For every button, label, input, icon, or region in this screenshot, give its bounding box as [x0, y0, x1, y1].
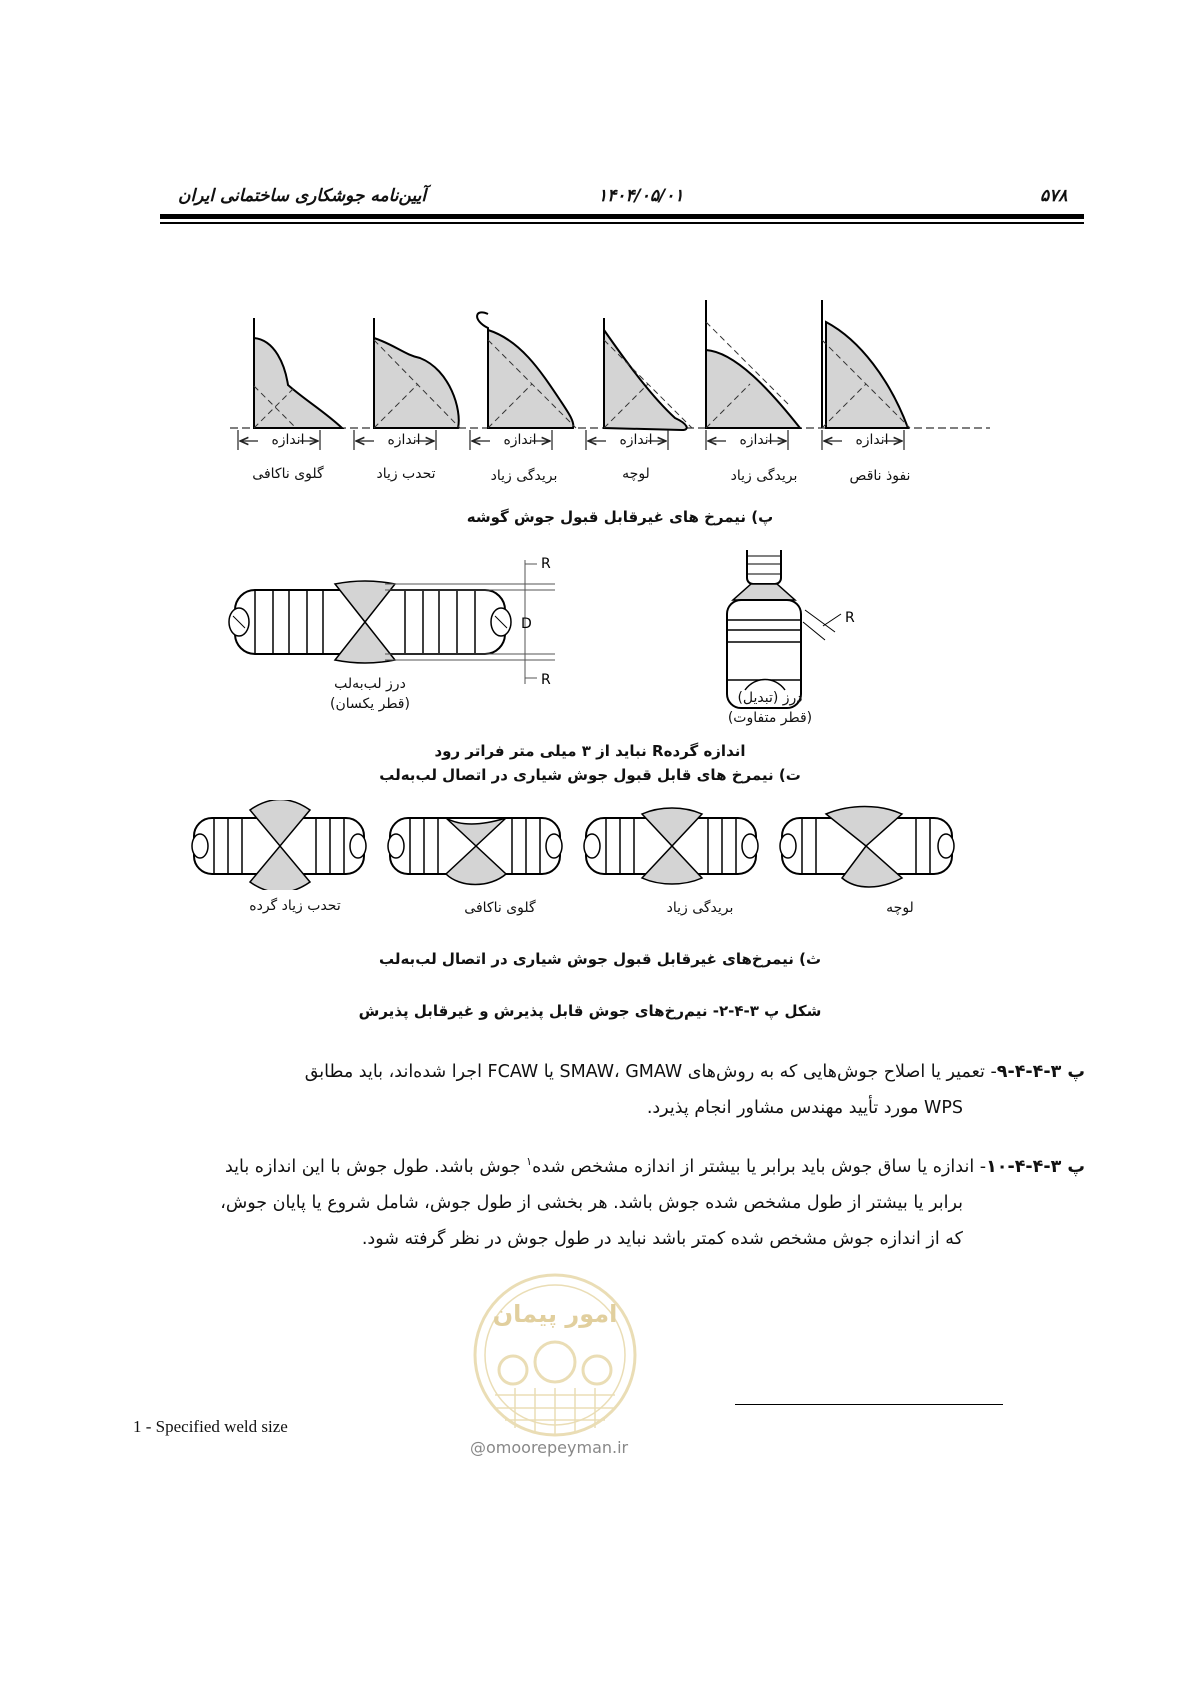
- dimension-label: اندازه: [619, 432, 653, 448]
- groove-underfill-profile-icon: [388, 818, 562, 885]
- paragraph-text: - تعمیر یا اصلاح جوش‌هایی که به روش‌های SMAW، GMAW یا FCAW اجرا شده‌اند، باید مطابق: [304, 1062, 997, 1082]
- r-label-transition: R: [845, 610, 855, 626]
- paragraph-number: پ ۳-۴-۴-۱۰: [986, 1156, 1085, 1177]
- header-title: آیین‌نامه جوشکاری ساختمانی ایران: [178, 186, 427, 206]
- profile-label: نفوذ ناقص: [849, 468, 911, 484]
- profile-label: بریدگی زیاد: [730, 468, 798, 484]
- page-number: ۵۷۸: [1040, 186, 1068, 206]
- profile-label: لوچه: [622, 466, 650, 482]
- paragraph-text: WPS مورد تأیید مهندس مشاور انجام پذیرد.: [646, 1098, 963, 1118]
- r-label-top: R: [541, 556, 551, 572]
- incomplete-fusion-profile-icon: [822, 300, 910, 428]
- dimension-label: اندازه: [855, 432, 889, 448]
- paragraph-text: جوش باشد. طول جوش با این اندازه باید: [224, 1156, 527, 1177]
- butt-joint-label: درز لب‌به‌لب: [334, 676, 406, 692]
- overlap-profile-icon: [604, 318, 692, 430]
- excessive-undercut-profile-icon: [477, 312, 576, 428]
- footnote-ref[interactable]: ۱: [526, 1155, 533, 1168]
- header-rule-thin: [160, 222, 1084, 224]
- excessive-convexity-profile-icon: [374, 318, 460, 428]
- dimension-label: اندازه: [739, 432, 773, 448]
- butt-joint-sub: (قطر یکسان): [330, 696, 410, 712]
- figure-s-caption: ث) نیمرخ‌های غیرقابل قبول جوش شیاری در اتصال لب‌به‌لب: [378, 950, 822, 968]
- profile-label: گلوی ناکافی: [252, 466, 324, 482]
- groove-undercut-profile-icon: [584, 808, 758, 884]
- r-label-bottom: R: [541, 672, 551, 688]
- paragraph-10: [145, 1144, 1085, 1257]
- figure-t-caption: ت) نیمرخ های قابل قبول جوش شیاری در اتصال لب‌به‌لب: [379, 766, 801, 784]
- figure-p-caption: پ) نیمرخ های غیرقابل قبول جوش گوشه: [466, 508, 774, 526]
- groove-excess-reinforcement-profile-icon: [192, 800, 366, 890]
- header-date: ۱۴۰۴/۰۵/۰۱: [598, 186, 684, 206]
- footnote-rule: [735, 1404, 1003, 1405]
- transition-joint-sub: (قطر متفاوت): [727, 710, 813, 726]
- watermark-logo-icon: [455, 1270, 655, 1440]
- figure-caption: شکل پ ۳-۴-۲- نیم‌رخ‌های جوش قابل پذیرش و غیرقابل پذیرش: [358, 1002, 822, 1020]
- dimension-label: اندازه: [271, 432, 305, 448]
- watermark-text[interactable]: @omoorepeyman.ir: [470, 1438, 629, 1457]
- excessive-undercut-profile-icon: [706, 300, 800, 428]
- transition-joint-label: درز (تبدیل): [737, 690, 803, 706]
- butt-joint-diagram-icon: [229, 560, 555, 684]
- paragraph-9: [145, 1054, 1085, 1126]
- paragraph-text: که از اندازه جوش مشخص شده کمتر باشد نباید در طول جوش در نظر گرفته شود.: [361, 1228, 963, 1249]
- profile-label: تحدب زیاد: [376, 466, 436, 482]
- groove-overlap-profile-icon: [780, 807, 954, 888]
- profile-label: بریدگی زیاد: [490, 468, 558, 484]
- dimension-label: اندازه: [503, 432, 537, 448]
- watermark-logo-text: امور پیمان: [492, 1300, 618, 1328]
- paragraph-text: - اندازه یا ساق جوش باید برابر یا بیشتر از اندازه مشخص شده: [532, 1156, 987, 1177]
- groove-profile-label: لوچه: [886, 900, 914, 916]
- d-label: D: [521, 616, 532, 632]
- paragraph-number: پ ۳-۴-۴-۹: [996, 1062, 1085, 1082]
- groove-profile-label: تحدب زیاد گرده: [249, 898, 341, 914]
- figure-t-note: اندازه گردهR نباید از ۳ میلی متر فراتر رود: [434, 742, 746, 760]
- footnote: 1 - Specified weld size: [133, 1417, 288, 1436]
- dimension-label: اندازه: [387, 432, 421, 448]
- transition-joint-diagram-icon: [727, 550, 841, 708]
- paragraph-text: برابر یا بیشتر از طول مشخص شده جوش باشد. هر بخشی از طول جوش، شامل شروع یا پایان جوش،: [220, 1192, 963, 1213]
- header-rule-thick: [160, 214, 1084, 219]
- groove-profile-label: گلوی ناکافی: [464, 900, 536, 916]
- groove-profile-label: بریدگی زیاد: [666, 900, 734, 916]
- unacceptable-groove-figure: [190, 800, 1020, 890]
- insufficient-throat-profile-icon: [254, 318, 342, 428]
